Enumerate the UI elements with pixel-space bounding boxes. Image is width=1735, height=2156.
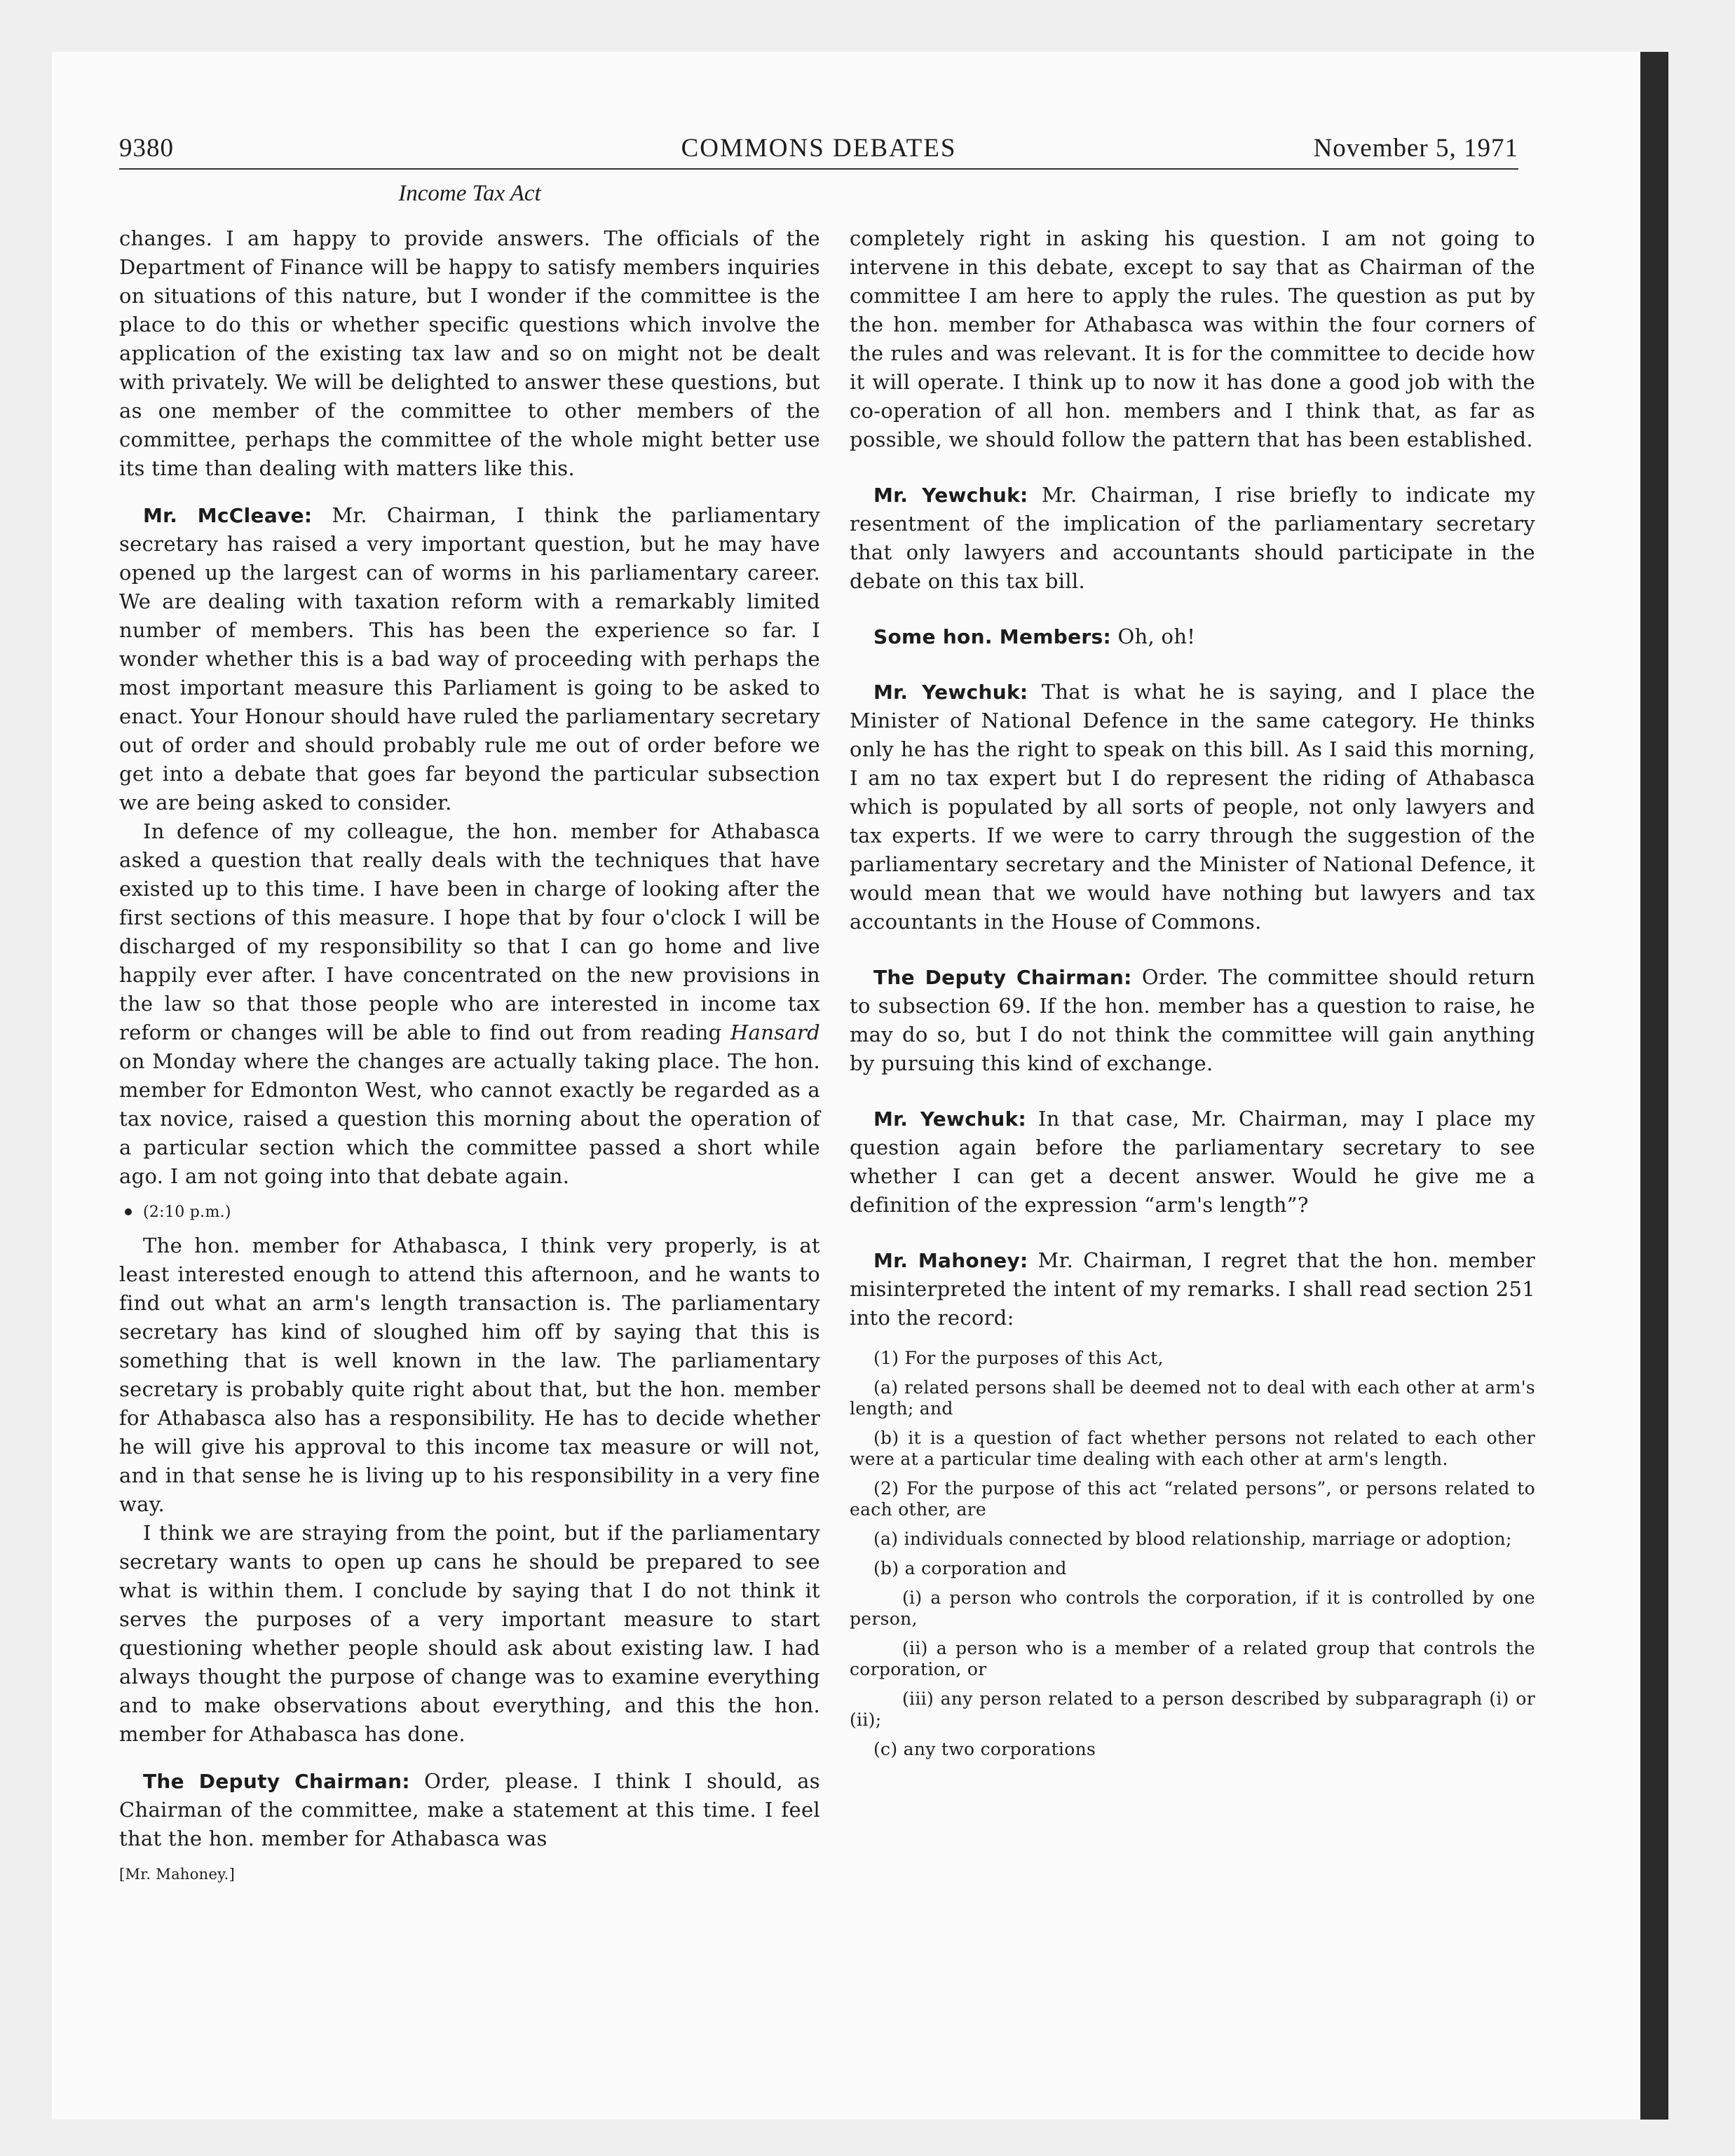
timestamp-text: (2:10 p.m.) bbox=[143, 1203, 231, 1221]
speech-paragraph bbox=[850, 678, 1535, 936]
speaker-name: Mr. McCleave: bbox=[143, 504, 313, 527]
speaker-name: Some hon. Members: bbox=[873, 625, 1111, 648]
statute-quote: (a) individuals connected by blood relationship, marriage or adoption; bbox=[873, 1529, 1512, 1549]
statute-quote: (ii) a person who is a member of a related group that controls the corporation, or bbox=[850, 1638, 1535, 1679]
italic-title: Hansard bbox=[730, 1021, 820, 1044]
timestamp bbox=[119, 1202, 820, 1223]
paragraph: changes. I am happy to provide answers. The officials of the Department of Finance will be happy to satisfy members inquiries on situations of this nature, but I wonder if the committee is the place to do this or whether specific questions which involve the application of the existing tax law and so on might not be dealt with privately. We will be delighted to answer these questions, but as one member of the committee to other members of the committee, perhaps the committee of the whole might better use its time than dealing with matters like this. bbox=[119, 226, 820, 480]
speech-text: Mr. Chairman, I rise briefly to indicate my resentment of the implication of the parliamentary secretary that only lawyers and accountants should participate in the debate on this tax bill. bbox=[850, 483, 1535, 593]
speaker-name: Mr. Mahoney: bbox=[873, 1249, 1028, 1272]
paragraph-text: on Monday where the changes are actually taking place. The hon. member for Edmonton West, who cannot exactly be regarded as a tax novice, raised a question this morning about the operation of a particular section which the committee passed a short while ago. I am not going into that debate again. bbox=[119, 1049, 820, 1188]
speech-text: Order. The committee should return to subsection 69. If the hon. member has a question to raise, he may do so, but I do not think the committee will gain anything by pursuing this kind of exchange. bbox=[850, 965, 1535, 1075]
statute-quote: (i) a person who controls the corporation, if it is controlled by one person, bbox=[850, 1588, 1535, 1629]
speech-paragraph bbox=[850, 1246, 1535, 1332]
speaker-name: Mr. Yewchuk: bbox=[873, 1107, 1026, 1131]
paragraph bbox=[119, 817, 820, 1191]
left-column bbox=[119, 224, 820, 1889]
paragraph: completely right in asking his question. I am not going to intervene in this debate, except to say that as Chairman of the committee I am here to apply the rules. The question as put by the hon. member for Athabasca was within the four corners of the rules and was relevant. It is for the committee to decide how it will operate. I think up to now it has done a good job with the co-operation of all hon. members and I think that, as far as possible, we should follow the pattern that has been established. bbox=[850, 226, 1535, 451]
speech-text: Mr. Chairman, I regret that the hon. member misinterpreted the intent of my remarks. I shall read section 251 into the record: bbox=[850, 1248, 1535, 1330]
speaker-name: The Deputy Chairman: bbox=[143, 1770, 410, 1793]
scan-edge bbox=[1640, 52, 1668, 2120]
speech-paragraph bbox=[119, 1767, 820, 1853]
speaker-signoff: [Mr. Mahoney.] bbox=[119, 1866, 236, 1883]
statute-quote: (iii) any person related to a person described by subparagraph (i) or (ii); bbox=[850, 1688, 1535, 1730]
statute-quote: (b) it is a question of fact whether persons not related to each other were at a particular time dealing with each other at arm's length. bbox=[850, 1428, 1535, 1469]
speech-text: Oh, oh! bbox=[1110, 625, 1196, 648]
paragraph: I think we are straying from the point, but if the parliamentary secretary wants to open up cans he should be prepared to see what is within them. I conclude by saying that I do not think it serves the purposes of a very important measure to start questioning whether people should ask about existing law. I had always thought the purpose of change was to examine everything and to make observations about everything, and this the hon. member for Athabasca has done. bbox=[119, 1521, 820, 1746]
speech-text: Order, please. I think I should, as Chairman of the committee, make a statement at this time. I feel that the hon. member for Athabasca was bbox=[119, 1769, 820, 1850]
publication-title: COMMONS DEBATES bbox=[681, 134, 957, 163]
paragraph: The hon. member for Athabasca, I think very properly, is at least interested enough to attend this afternoon, and he wants to find out what an arm's length transaction is. The parliamentary secretary has kind of sloughed him off by saying that this is something that is well known in the law. The parliamentary secretary is probably quite right about that, but the hon. member for Athabasca also has a responsibility. He has to decide whether he will give his approval to this income tax measure or will not, and in that sense he is living up to his responsibility in a very fine way. bbox=[119, 1234, 820, 1516]
page-number: 9380 bbox=[119, 134, 174, 163]
section-title: Income Tax Act bbox=[398, 181, 541, 206]
bullet-icon bbox=[125, 1208, 132, 1215]
paragraph-text: In defence of my colleague, the hon. member for Athabasca asked a question that really deals with the techniques that have existed up to this time. I have been in charge of looking after the first sections of this measure. I hope that by four o'clock I will be discharged of my responsibility so that I can go home and live happily ever after. I have concentrated on the new provisions in the law so that those people who are interested in income tax reform or changes will be able to find out from reading bbox=[119, 819, 820, 1044]
running-header bbox=[119, 133, 1518, 170]
speech-paragraph bbox=[850, 622, 1535, 651]
speaker-name: Mr. Yewchuk: bbox=[873, 681, 1028, 704]
speaker-name: Mr. Yewchuk: bbox=[873, 484, 1028, 507]
speech-text: Mr. Chairman, I think the parliamentary secretary has raised a very important question, but he may have opened up the largest can of worms in his parliamentary career. We are dealing with taxation reform with a remarkably limited number of members. This has been the experience so far. I wonder whether this is a bad way of proceeding with perhaps the most important measure this Parliament is going to be asked to enact. Your Honour should have ruled the parliamentary secretary out of order and should probably rule me out of order before we get into a debate that goes far beyond the particular subsection we are being asked to consider. bbox=[119, 503, 820, 814]
right-column bbox=[850, 224, 1535, 1760]
statute-quote: (2) For the purpose of this act “related persons”, or persons related to each other, are bbox=[850, 1478, 1535, 1520]
speech-text: In that case, Mr. Chairman, may I place my question again before the parliamentary secretary to see whether I can get a decent answer. Would he give me a definition of the expression “arm's length”? bbox=[850, 1107, 1535, 1217]
speech-paragraph bbox=[850, 963, 1535, 1078]
statute-quote: (b) a corporation and bbox=[873, 1558, 1067, 1578]
speech-paragraph bbox=[119, 501, 820, 817]
speech-paragraph bbox=[850, 1105, 1535, 1220]
statute-quote: (1) For the purposes of this Act, bbox=[873, 1348, 1164, 1368]
speaker-name: The Deputy Chairman: bbox=[873, 966, 1132, 989]
speech-text: That is what he is saying, and I place the Minister of National Defence in the same category. He thinks only he has the right to speak on this bill. As I said this morning, I am no tax expert but I do represent the riding of Athabasca which is populated by all sorts of people, not only lawyers and tax experts. If we were to carry through the suggestion of the parliamentary secretary and the Minister of National Defence, it would mean that we would have nothing but lawyers and tax accountants in the House of Commons. bbox=[850, 680, 1535, 934]
statute-quote: (c) any two corporations bbox=[873, 1739, 1096, 1759]
statute-quote: (a) related persons shall be deemed not to deal with each other at arm's length; and bbox=[850, 1377, 1535, 1419]
speech-paragraph bbox=[850, 481, 1535, 596]
publication-date: November 5, 1971 bbox=[1313, 134, 1518, 163]
